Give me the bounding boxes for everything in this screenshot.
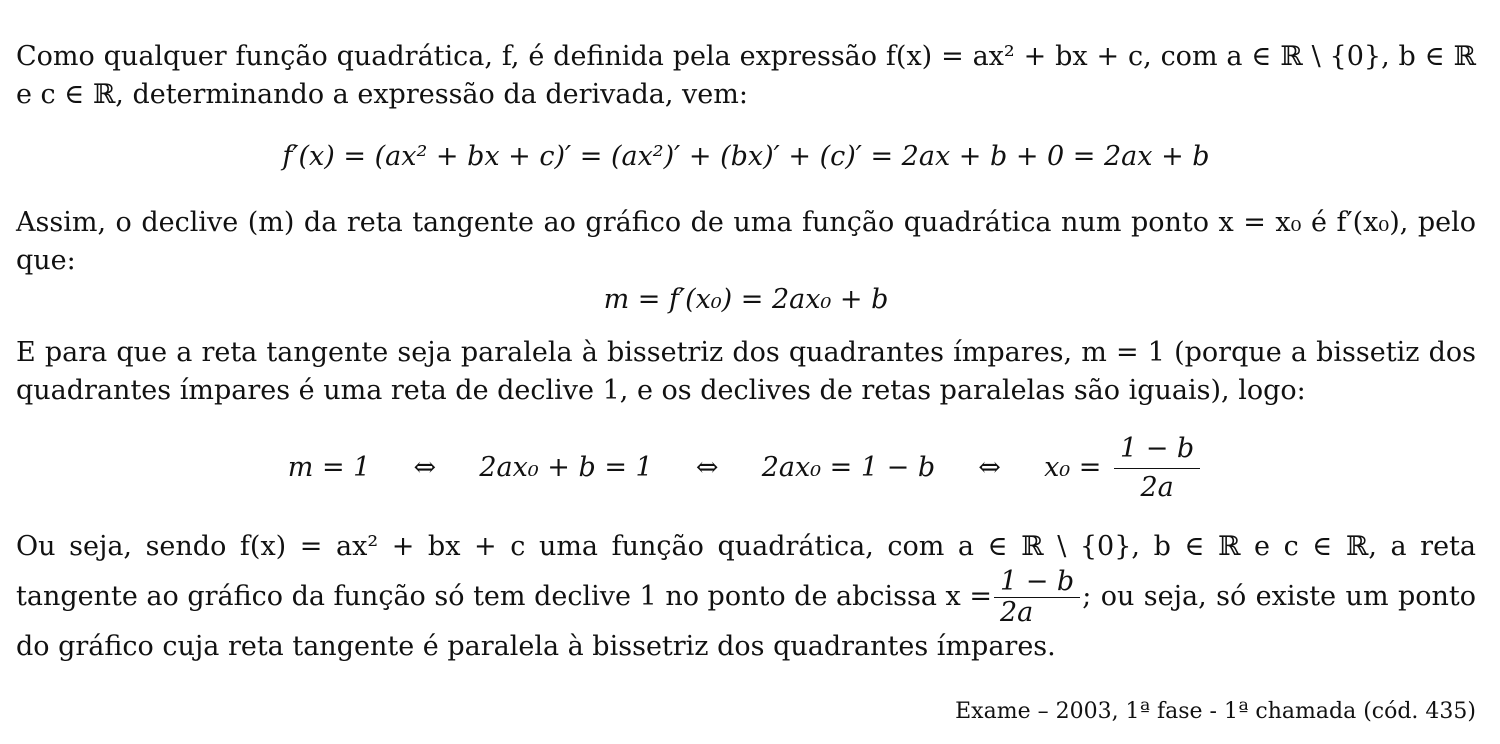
conclusion-line-2-before: tangente ao gráfico da função só tem declive 1 no ponto de abcissa x = [16,581,992,612]
paragraph-intro-text: Como qualquer função quadrática, f, é definida pela expressão f(x) = ax² + bx + c, com a ∈ ℝ \ {0}, b ∈ ℝ e c ∈ ℝ, determinando a expressão da derivada, vem: [16,41,1476,110]
paragraph-slope-text: Assim, o declive (m) da reta tangente ao gráfico de uma função quadrática num ponto x = x₀ é f′(x₀), pelo que: [16,207,1476,276]
equation-slope [16,281,1476,319]
iff-symbol-2: ⇔ [695,452,719,483]
conclusion-line-3: do gráfico cuja reta tangente é paralela à bissetriz dos quadrantes ímpares. [16,631,1056,662]
equation-slope-text: m = f′(x₀) = 2ax₀ + b [603,284,889,315]
iff-symbol-3: ⇔ [978,452,1001,483]
fraction-abscissa-denominator: 2a [999,596,1034,628]
fraction-x0-numerator: 1 − b [1114,430,1200,469]
eq-solve-part1: m = 1 [287,452,371,483]
eq-solve-part2: 2ax₀ + b = 1 [479,452,653,483]
iff-symbol-1: ⇔ [413,452,437,483]
paragraph-intro [16,38,1476,114]
paragraph-slope [16,204,1476,280]
eq-solve-part4: x₀ = [1044,452,1102,483]
paragraph-parallel-text: E para que a reta tangente seja paralela à bissetriz dos quadrantes ímpares, m = 1 (porque a bissetiz dos quadrantes ímpares é uma reta de declive 1, e os declives de retas paralelas são iguais), logo: [16,337,1476,406]
paragraph-conclusion [16,528,1476,666]
conclusion-line-2-after: ; ou seja, só existe um ponto [1082,581,1476,612]
eq-solve-part3: 2ax₀ = 1 − b [761,452,936,483]
fraction-abscissa [994,567,1080,628]
source-citation: Exame – 2003, 1ª fase - 1ª chamada (cód. 435) [955,699,1476,724]
conclusion-line-2 [16,566,1476,628]
paragraph-parallel [16,334,1476,410]
fraction-x0-denominator: 2a [1140,472,1174,503]
equation-solve [16,430,1476,507]
fraction-x0 [1114,430,1200,507]
equation-derivative-text: f′(x) = (ax² + bx + c)′ = (ax²)′ + (bx)′ + (c)′ = 2ax + b + 0 = 2ax + b [282,141,1210,172]
conclusion-line-1: Ou seja, sendo f(x) = ax² + bx + c uma função quadrática, com a ∈ ℝ \ {0}, b ∈ ℝ e c ∈ ℝ, a reta [16,531,1476,562]
equation-derivative [16,138,1476,176]
fraction-abscissa-numerator: 1 − b [994,567,1080,598]
